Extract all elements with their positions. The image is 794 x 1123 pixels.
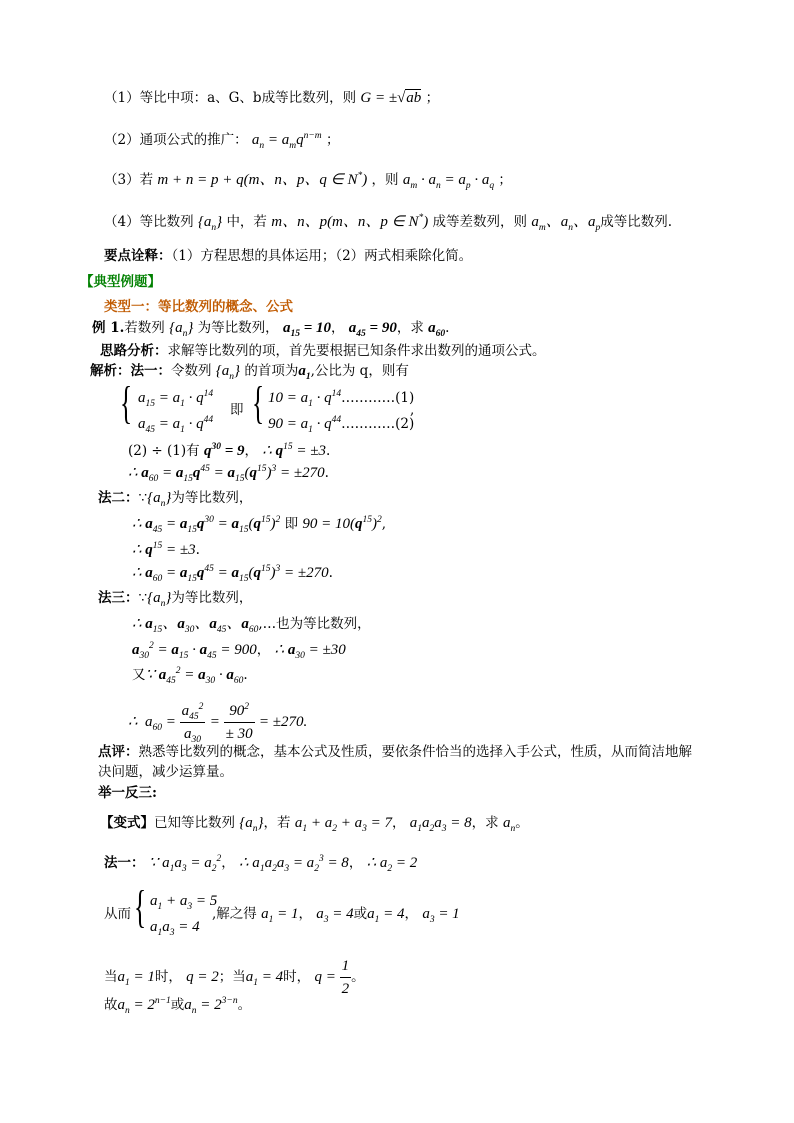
property-3: （3）若 m + n = p + q(m、n、p、q ∈ N*) ，则 $a_m \cdot a_n = a_p \cdot a_q$ ；: [104, 171, 512, 191]
left-brace: {: [120, 377, 133, 428]
variant-conclusion: 故$a_n = 2^{n-1}$或$a_n = 2^{3-n}$。: [104, 996, 252, 1016]
fraction-half: $\frac{1}{2}$: [340, 955, 352, 1000]
section-heading: 【典型例题】: [80, 274, 161, 290]
shi-label: 时，: [154, 969, 182, 985]
example-1: 例 1.若数列 $\{a_n\}$ 为等比数列， $a_{15} = 10$， $a_{45} = 90$，求 $a_{60}$.: [92, 320, 450, 339]
method-2-step-3: ∴ $a_{60} = a_{15}q^{45} = a_{15}(q^{15})^3 = \pm 270$.: [132, 564, 333, 584]
analysis: [100, 341, 546, 361]
formula-indices: m、n、p(m、n、p ∈ N*): [271, 213, 429, 230]
variant-text-a: 已知等比数列: [154, 815, 235, 831]
variant-cases: 当$a_1 = 1$时， q = 2；当$a_1 = 4$时， q = $\frac{1}{2}$ 。: [104, 955, 365, 1000]
method-1-text-b: 的首项为: [244, 363, 299, 379]
keypoint-label: 要点诠释：: [104, 248, 172, 264]
congr-label: 从而: [104, 906, 131, 922]
formula-a15: $a_{15} = 10$: [282, 320, 331, 339]
variant-text-b: ，若: [263, 815, 291, 831]
system-eq-1: $10 = a_1$ · $q^{14}\dots\dots\dots\dots(1)$: [268, 389, 415, 409]
eq-2-tag: …………(2): [341, 416, 415, 432]
property-4-mid1: 中，若: [226, 214, 267, 230]
juyi-label: 举一反三:: [98, 785, 157, 801]
huo-label: 或: [353, 906, 368, 922]
step-divide: (2) ÷ (1)有 $q^{30} = 9$， ∴ $q^{15} = \pm 3$.: [128, 442, 331, 459]
property-4-mid2: 成等差数列，则: [432, 214, 528, 230]
eq-1-tag: …………(1): [341, 390, 415, 406]
method-3-step-4: ∴ $a_{60}$ = $\frac{a_{45}^2}{a_{30}}$ = $\frac{90^2}{\pm 30}$ = ±270.: [128, 702, 308, 745]
analysis-label: 思路分析：: [100, 343, 168, 359]
variant-method-1: 法一： ∵ $a_1a_3 = a_2^2$， ∴ $a_1a_2a_3 = a_2^3 = 8$， ∴ $a_2 = 2$: [104, 854, 418, 874]
system-eq-2: $90 = a_1$ · $q^{44}\dots\dots\dots\dots(2)$: [268, 415, 415, 435]
comment-line-1: [98, 742, 692, 762]
method-1-label: 法一：: [130, 363, 171, 379]
ji-label-2: 即: [284, 516, 299, 532]
property-3-mid: ，则: [371, 172, 399, 188]
solution-method-1: 解析：法一：令数列 $\{a_n\}$ 的首项为$a_1$,公比为 q，则有: [90, 363, 409, 382]
system-eq-b: $a_{45} = a_1 \cdot q^{44}$: [138, 415, 214, 435]
solution-label: 解析：: [90, 363, 131, 379]
left-brace-3: {: [134, 881, 147, 932]
method-3: 法三：$\because\{a_n\}$为等比数列，: [98, 590, 253, 609]
method-2-step-1: ∴ $a_{45} = a_{15}q^{30} = a_{15}(q^{15})^2$ 即 $90 = 10(q^{15})^2$,: [132, 515, 387, 535]
ji-label: 即: [230, 402, 244, 418]
formula-sequence: $\{a_n\}$: [169, 320, 194, 339]
formula-a1: $a_1$: [298, 363, 311, 382]
variant: 【变式】已知等比数列 $\{a_n\}$，若 $a_1 + a_2 + a_3 = 7$， $a_1a_2a_3 = 8$，求 $a_n$。: [100, 815, 529, 834]
you-label: 又: [132, 667, 146, 683]
step-have: 有: [186, 443, 200, 459]
method-3-step-1: ∴ $a_{15}$、$a_{30}$、$a_{45}$、$a_{60},\dots$也为等比数列，: [132, 616, 371, 635]
method-1-text-c: 公比为 q，则有: [314, 363, 409, 379]
formula-geometric-mean: G = ±√ab: [360, 90, 422, 106]
method-2-label: 法二：: [98, 490, 139, 506]
formula-terms: $a_m$、$a_n$、$a_p$: [531, 214, 601, 233]
shi-label-2: 时，: [283, 969, 311, 985]
keypoint-text: （1）方程思想的具体运用；（2）两式相乘除化简。: [171, 248, 473, 264]
formula-sequence: $\{a_n\}$: [215, 363, 241, 382]
method-3-label: 法三：: [98, 590, 139, 606]
formula-q30: $q^{30} = 9$: [203, 442, 245, 459]
gu-label: 故: [104, 997, 118, 1013]
method-2-text: 为等比数列，: [171, 490, 253, 506]
example-text-a: 若数列: [124, 320, 165, 336]
formula-sequence: $\{a_n\}$: [197, 214, 223, 233]
comma: ,: [410, 402, 415, 418]
property-1-text: （1）等比中项：a、G、b成等比数列，则: [104, 90, 357, 106]
formula-a60-result: ∴ $a_{60} = a_{15}q^{45} = a_{15}(q^{15})^3 = \pm 270$: [128, 464, 325, 484]
example-text-b: 为等比数列，: [197, 320, 279, 336]
left-brace-2: {: [252, 377, 265, 428]
method-2: 法二：$\because\{a_n\}$为等比数列，: [98, 490, 253, 509]
variant-label: 【变式】: [100, 815, 154, 831]
jiezhi-label: ,解之得: [212, 906, 257, 922]
property-2: （2）通项公式的推广： $a_n = a_mq^{n-m}$ ；: [104, 131, 340, 151]
comment-label: 点评：: [98, 744, 139, 760]
type-heading: 类型一：等比数列的概念、公式: [104, 299, 293, 315]
method-3-text: 为等比数列，: [171, 590, 253, 606]
property-4-text: （4）等比数列: [104, 214, 194, 230]
analysis-text: 求解等比数列的项，首先要根据已知条件求出数列的通项公式。: [167, 343, 546, 359]
dang-label: 当: [104, 969, 118, 985]
property-1: （1）等比中项：a、G、b成等比数列，则 G = ±√ab ；: [104, 90, 440, 106]
formula-product-property: $a_m \cdot a_n = a_p \cdot a_q$: [402, 172, 495, 191]
comment-line-2: 决问题，减少运算量。: [98, 764, 233, 780]
property-4-end: 成等比数列.: [600, 214, 673, 230]
system-eq-a: $a_{15} = a_1 \cdot q^{14}$: [138, 389, 214, 409]
comment-text-1: 熟悉等比数列的概念，基本公式及性质，要依条件恰当的选择入手公式，性质，从而简洁地解: [138, 744, 692, 760]
step-result-1: ∴ $a_{60} = a_{15}q^{45} = a_{15}(q^{15})^3 = \pm 270$.: [128, 464, 329, 484]
variant-system-eq-1: $a_1 + a_3 = 5$: [150, 893, 218, 912]
formula-a60: $a_{60}$: [428, 320, 446, 339]
example-label: 例 1.: [92, 320, 125, 336]
keypoint: [104, 246, 472, 266]
method-3-step-3: 又∵ $a_{45}^2 = a_{30} \cdot a_{60}$.: [132, 666, 248, 686]
fraction-1: $\frac{a_{45}^2}{a_{30}}$: [181, 702, 204, 745]
variant-system-eq-2: $a_1a_3 = 4$: [150, 919, 200, 938]
formula-general-term: $a_n = a_mq^{n-m}$: [251, 131, 322, 151]
property-3-text: （3）若: [104, 172, 154, 188]
fraction-2: $\frac{90^2}{\pm 30}$: [225, 702, 253, 742]
property-2-text: （2）通项公式的推广：: [104, 132, 248, 148]
method-2-step-2: ∴ $q^{15} = \pm 3$.: [132, 541, 200, 558]
variant-text-c: ，求: [471, 815, 499, 831]
formula-a45: $a_{45} = 90$: [348, 320, 397, 339]
method-3-also: …也为等比数列，: [262, 616, 371, 632]
example-text-c: ，求: [396, 320, 424, 336]
formula-index-condition: m + n = p + q(m、n、p、q ∈ N*): [157, 171, 368, 188]
method-3-step-2: $a_{30}^2 = a_{15} \cdot a_{45} = 900$， ∴ $a_{30} = \pm 30$: [132, 641, 346, 661]
formula-q15: ∴ $q^{15} = \pm 3$: [262, 442, 326, 459]
huo-label-2: 或: [170, 997, 185, 1013]
method-1-text-a: 令数列: [171, 363, 212, 379]
semi-label: ；当: [218, 969, 246, 985]
variant-solution: ,解之得 $a_1 = 1$， $a_3 = 4$或$a_1 = 4$， $a_3 = 1$: [212, 906, 460, 925]
variant-method-1-label: 法一：: [104, 855, 145, 871]
property-4: [104, 212, 672, 232]
